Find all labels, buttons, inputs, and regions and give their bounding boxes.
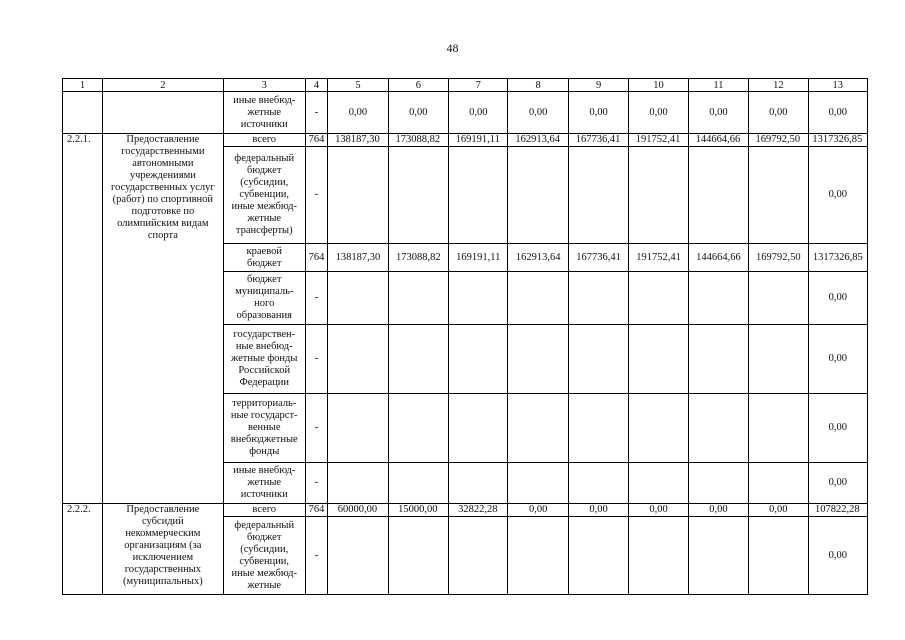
value-cell: 0,00	[808, 147, 867, 244]
value-cell: 0,00	[688, 504, 748, 517]
value-cell	[449, 463, 508, 504]
value-cell	[629, 272, 688, 325]
value-cell: 167736,41	[568, 244, 628, 272]
value-cell: 0,00	[508, 504, 568, 517]
value-cell	[508, 394, 568, 463]
col4-cell: -	[305, 272, 328, 325]
col4-cell: -	[305, 325, 328, 394]
value-cell: 0,00	[808, 92, 867, 134]
value-cell: 144664,66	[688, 244, 748, 272]
value-cell: 0,00	[749, 92, 808, 134]
value-cell	[749, 394, 808, 463]
col4-cell: -	[305, 92, 328, 134]
source-cell: всего	[223, 504, 305, 517]
value-cell: 162913,64	[508, 244, 568, 272]
code-cell	[63, 92, 103, 134]
item-name: Предоставление государственными автономными учреждениями государственных услуг (работ) по спортивной подготовке по олимпийским видам спорта	[102, 134, 223, 504]
value-cell: 0,00	[568, 92, 628, 134]
value-cell	[629, 147, 688, 244]
header-row	[63, 79, 868, 92]
source-cell: федеральный бюджет (субсидии, субвенции, иные межбюд- жетные	[223, 517, 305, 595]
value-cell: 191752,41	[629, 134, 688, 147]
value-cell	[749, 272, 808, 325]
source-cell: иные внебюд- жетные источники	[223, 92, 305, 134]
value-cell: 167736,41	[568, 134, 628, 147]
value-cell	[688, 147, 748, 244]
table-row	[63, 134, 868, 147]
header-cell: 3	[223, 79, 305, 92]
source-cell: всего	[223, 134, 305, 147]
value-cell: 144664,66	[688, 134, 748, 147]
value-cell	[749, 463, 808, 504]
value-cell	[749, 517, 808, 595]
value-cell: 15000,00	[388, 504, 448, 517]
value-cell	[449, 394, 508, 463]
col4-cell: 764	[305, 244, 328, 272]
value-cell	[688, 325, 748, 394]
header-cell: 5	[328, 79, 388, 92]
value-cell: 162913,64	[508, 134, 568, 147]
value-cell	[508, 325, 568, 394]
header-cell: 9	[568, 79, 628, 92]
value-cell	[388, 325, 448, 394]
value-cell	[388, 147, 448, 244]
col4-cell: -	[305, 147, 328, 244]
value-cell	[508, 272, 568, 325]
value-cell: 60000,00	[328, 504, 388, 517]
value-cell: 0,00	[808, 272, 867, 325]
value-cell: 0,00	[568, 504, 628, 517]
value-cell: 0,00	[328, 92, 388, 134]
source-cell: бюджет муниципаль- ного образования	[223, 272, 305, 325]
value-cell: 169191,11	[449, 134, 508, 147]
value-cell: 1317326,85	[808, 244, 867, 272]
value-cell	[508, 517, 568, 595]
header-cell: 11	[688, 79, 748, 92]
value-cell: 169792,50	[749, 244, 808, 272]
value-cell	[388, 272, 448, 325]
value-cell: 0,00	[449, 92, 508, 134]
value-cell: 138187,30	[328, 134, 388, 147]
header-cell: 7	[449, 79, 508, 92]
value-cell	[449, 517, 508, 595]
value-cell	[688, 517, 748, 595]
value-cell	[388, 517, 448, 595]
value-cell: 0,00	[629, 504, 688, 517]
value-cell: 0,00	[688, 92, 748, 134]
value-cell: 32822,28	[449, 504, 508, 517]
table-row	[63, 92, 868, 134]
value-cell	[328, 463, 388, 504]
budget-table	[62, 78, 868, 595]
col4-cell: -	[305, 394, 328, 463]
value-cell	[688, 394, 748, 463]
value-cell: 138187,30	[328, 244, 388, 272]
value-cell	[568, 517, 628, 595]
value-cell	[328, 272, 388, 325]
item-code: 2.2.2.	[63, 504, 103, 595]
value-cell: 169191,11	[449, 244, 508, 272]
value-cell	[388, 463, 448, 504]
value-cell: 0,00	[808, 517, 867, 595]
item-code: 2.2.1.	[63, 134, 103, 504]
value-cell: 0,00	[388, 92, 448, 134]
value-cell	[568, 463, 628, 504]
header-cell: 12	[749, 79, 808, 92]
value-cell	[449, 272, 508, 325]
value-cell	[688, 463, 748, 504]
value-cell	[749, 325, 808, 394]
page-number: 48	[446, 41, 459, 55]
source-cell: федеральный бюджет (субсидии, субвенции, иные межбюд- жетные трансферты)	[223, 147, 305, 244]
value-cell	[449, 325, 508, 394]
value-cell	[328, 394, 388, 463]
value-cell	[568, 272, 628, 325]
header-cell: 2	[102, 79, 223, 92]
value-cell	[568, 394, 628, 463]
value-cell	[508, 463, 568, 504]
header-cell: 10	[629, 79, 688, 92]
value-cell	[749, 147, 808, 244]
value-cell	[508, 147, 568, 244]
item-name: Предоставление субсидий некоммерческим организациям (за исключением государственных (муниципальных)	[102, 504, 223, 595]
source-cell: территориаль- ные государст- венные внебюджетные фонды	[223, 394, 305, 463]
source-cell: краевой бюджет	[223, 244, 305, 272]
value-cell	[328, 147, 388, 244]
value-cell	[328, 325, 388, 394]
value-cell: 0,00	[629, 92, 688, 134]
value-cell: 169792,50	[749, 134, 808, 147]
value-cell: 173088,82	[388, 134, 448, 147]
value-cell	[388, 394, 448, 463]
value-cell	[449, 147, 508, 244]
value-cell	[629, 325, 688, 394]
col4-cell: -	[305, 463, 328, 504]
name-cell	[102, 92, 223, 134]
header-cell: 1	[63, 79, 103, 92]
col4-cell: -	[305, 517, 328, 595]
col4-cell: 764	[305, 504, 328, 517]
header-cell: 6	[388, 79, 448, 92]
value-cell: 0,00	[508, 92, 568, 134]
source-cell: иные внебюд- жетные источники	[223, 463, 305, 504]
value-cell: 1317326,85	[808, 134, 867, 147]
table-row	[63, 504, 868, 517]
value-cell	[568, 147, 628, 244]
value-cell	[629, 517, 688, 595]
value-cell: 0,00	[749, 504, 808, 517]
value-cell	[328, 517, 388, 595]
source-cell: государствен- ные внебюд- жетные фонды Российской Федерации	[223, 325, 305, 394]
header-cell: 8	[508, 79, 568, 92]
value-cell	[568, 325, 628, 394]
col4-cell: 764	[305, 134, 328, 147]
value-cell	[629, 394, 688, 463]
header-cell: 4	[305, 79, 328, 92]
value-cell: 0,00	[808, 394, 867, 463]
value-cell: 0,00	[808, 463, 867, 504]
value-cell: 107822,28	[808, 504, 867, 517]
value-cell	[688, 272, 748, 325]
value-cell	[629, 463, 688, 504]
value-cell: 0,00	[808, 325, 867, 394]
header-cell: 13	[808, 79, 867, 92]
value-cell: 173088,82	[388, 244, 448, 272]
value-cell: 191752,41	[629, 244, 688, 272]
